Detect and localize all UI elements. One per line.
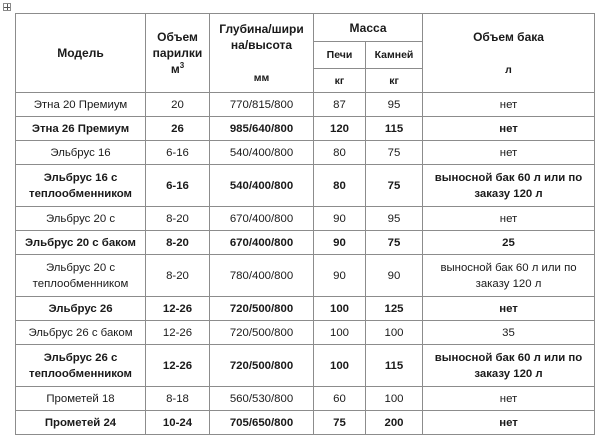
table-row bbox=[16, 345, 595, 387]
cell-dimensions: 540/400/800 bbox=[210, 165, 314, 207]
table-row bbox=[16, 387, 595, 411]
cell-model: Эльбрус 20 с баком bbox=[16, 231, 146, 255]
cell-model: Эльбрус 16 с теплообменником bbox=[16, 165, 146, 207]
cell-dimensions: 720/500/800 bbox=[210, 345, 314, 387]
cell-tank: 35 bbox=[423, 321, 595, 345]
cell-stones-mass: 90 bbox=[366, 255, 423, 297]
cell-oven-mass: 120 bbox=[314, 117, 366, 141]
cell-dimensions: 770/815/800 bbox=[210, 93, 314, 117]
cell-dimensions: 560/530/800 bbox=[210, 387, 314, 411]
cell-stones-mass: 95 bbox=[366, 207, 423, 231]
cell-dimensions: 985/640/800 bbox=[210, 117, 314, 141]
cell-stones-mass: 200 bbox=[366, 411, 423, 435]
cell-model: Этна 20 Премиум bbox=[16, 93, 146, 117]
cell-stones-mass: 100 bbox=[366, 321, 423, 345]
table-row bbox=[16, 165, 595, 207]
cell-oven-mass: 80 bbox=[314, 165, 366, 207]
cell-oven-mass: 90 bbox=[314, 231, 366, 255]
cell-tank: нет bbox=[423, 411, 595, 435]
cell-oven-mass: 87 bbox=[314, 93, 366, 117]
cell-tank: нет bbox=[423, 297, 595, 321]
cell-oven-mass: 90 bbox=[314, 207, 366, 231]
header-mass-stones: Камней bbox=[366, 42, 423, 69]
cell-volume: 26 bbox=[146, 117, 210, 141]
cell-tank: нет bbox=[423, 387, 595, 411]
cell-tank: нет bbox=[423, 117, 595, 141]
cell-tank: выносной бак 60 л или по заказу 120 л bbox=[423, 165, 595, 207]
cell-dimensions: 670/400/800 bbox=[210, 231, 314, 255]
table-row bbox=[16, 141, 595, 165]
cell-tank: 25 bbox=[423, 231, 595, 255]
header-mass: Масса bbox=[314, 14, 423, 42]
header-dimensions: Глубина/шири на/высота мм bbox=[210, 14, 314, 93]
cell-oven-mass: 100 bbox=[314, 297, 366, 321]
cell-volume: 12-26 bbox=[146, 345, 210, 387]
cell-stones-mass: 75 bbox=[366, 141, 423, 165]
cell-stones-mass: 95 bbox=[366, 93, 423, 117]
cell-volume: 20 bbox=[146, 93, 210, 117]
cell-oven-mass: 60 bbox=[314, 387, 366, 411]
cell-stones-mass: 75 bbox=[366, 165, 423, 207]
cell-tank: нет bbox=[423, 207, 595, 231]
cell-dimensions: 720/500/800 bbox=[210, 297, 314, 321]
cell-oven-mass: 80 bbox=[314, 141, 366, 165]
table-row bbox=[16, 231, 595, 255]
cell-volume: 12-26 bbox=[146, 297, 210, 321]
cell-oven-mass: 90 bbox=[314, 255, 366, 297]
header-model: Модель bbox=[16, 14, 146, 93]
cell-model: Эльбрус 26 с теплообменником bbox=[16, 345, 146, 387]
cell-model: Эльбрус 16 bbox=[16, 141, 146, 165]
cell-model: Эльбрус 20 с bbox=[16, 207, 146, 231]
cell-stones-mass: 100 bbox=[366, 387, 423, 411]
cell-volume: 6-16 bbox=[146, 141, 210, 165]
cell-oven-mass: 100 bbox=[314, 321, 366, 345]
table-row bbox=[16, 93, 595, 117]
cell-dimensions: 780/400/800 bbox=[210, 255, 314, 297]
cell-model: Эльбрус 20 с теплообменником bbox=[16, 255, 146, 297]
cell-dimensions: 720/500/800 bbox=[210, 321, 314, 345]
table-row bbox=[16, 297, 595, 321]
header-tank-volume: Объем бака л bbox=[423, 14, 595, 93]
cell-model: Прометей 24 bbox=[16, 411, 146, 435]
cell-tank: нет bbox=[423, 141, 595, 165]
table-move-handle-icon[interactable] bbox=[3, 3, 11, 11]
cell-dimensions: 540/400/800 bbox=[210, 141, 314, 165]
table-row bbox=[16, 411, 595, 435]
table-row bbox=[16, 117, 595, 141]
cell-model: Прометей 18 bbox=[16, 387, 146, 411]
cell-tank: нет bbox=[423, 93, 595, 117]
cell-volume: 8-20 bbox=[146, 231, 210, 255]
cell-model: Эльбрус 26 с баком bbox=[16, 321, 146, 345]
header-mass-oven: Печи bbox=[314, 42, 366, 69]
cell-volume: 8-20 bbox=[146, 207, 210, 231]
cell-tank: выносной бак 60 л или по заказу 120 л bbox=[423, 255, 595, 297]
cell-stones-mass: 115 bbox=[366, 345, 423, 387]
cell-model: Этна 26 Премиум bbox=[16, 117, 146, 141]
cell-volume: 10-24 bbox=[146, 411, 210, 435]
cell-stones-mass: 115 bbox=[366, 117, 423, 141]
cell-volume: 8-20 bbox=[146, 255, 210, 297]
stove-specs-table bbox=[15, 13, 595, 435]
cell-volume: 12-26 bbox=[146, 321, 210, 345]
cell-stones-mass: 75 bbox=[366, 231, 423, 255]
table-row bbox=[16, 207, 595, 231]
cell-model: Эльбрус 26 bbox=[16, 297, 146, 321]
cell-stones-mass: 125 bbox=[366, 297, 423, 321]
table-row bbox=[16, 255, 595, 297]
cell-tank: выносной бак 60 л или по заказу 120 л bbox=[423, 345, 595, 387]
cell-oven-mass: 75 bbox=[314, 411, 366, 435]
cell-dimensions: 670/400/800 bbox=[210, 207, 314, 231]
cell-volume: 8-18 bbox=[146, 387, 210, 411]
header-mass-stones-unit: кг bbox=[366, 69, 423, 93]
cell-dimensions: 705/650/800 bbox=[210, 411, 314, 435]
header-volume: Объем парилки $м^3$ bbox=[146, 14, 210, 93]
header-mass-oven-unit: кг bbox=[314, 69, 366, 93]
table-row bbox=[16, 321, 595, 345]
cell-volume: 6-16 bbox=[146, 165, 210, 207]
cell-oven-mass: 100 bbox=[314, 345, 366, 387]
